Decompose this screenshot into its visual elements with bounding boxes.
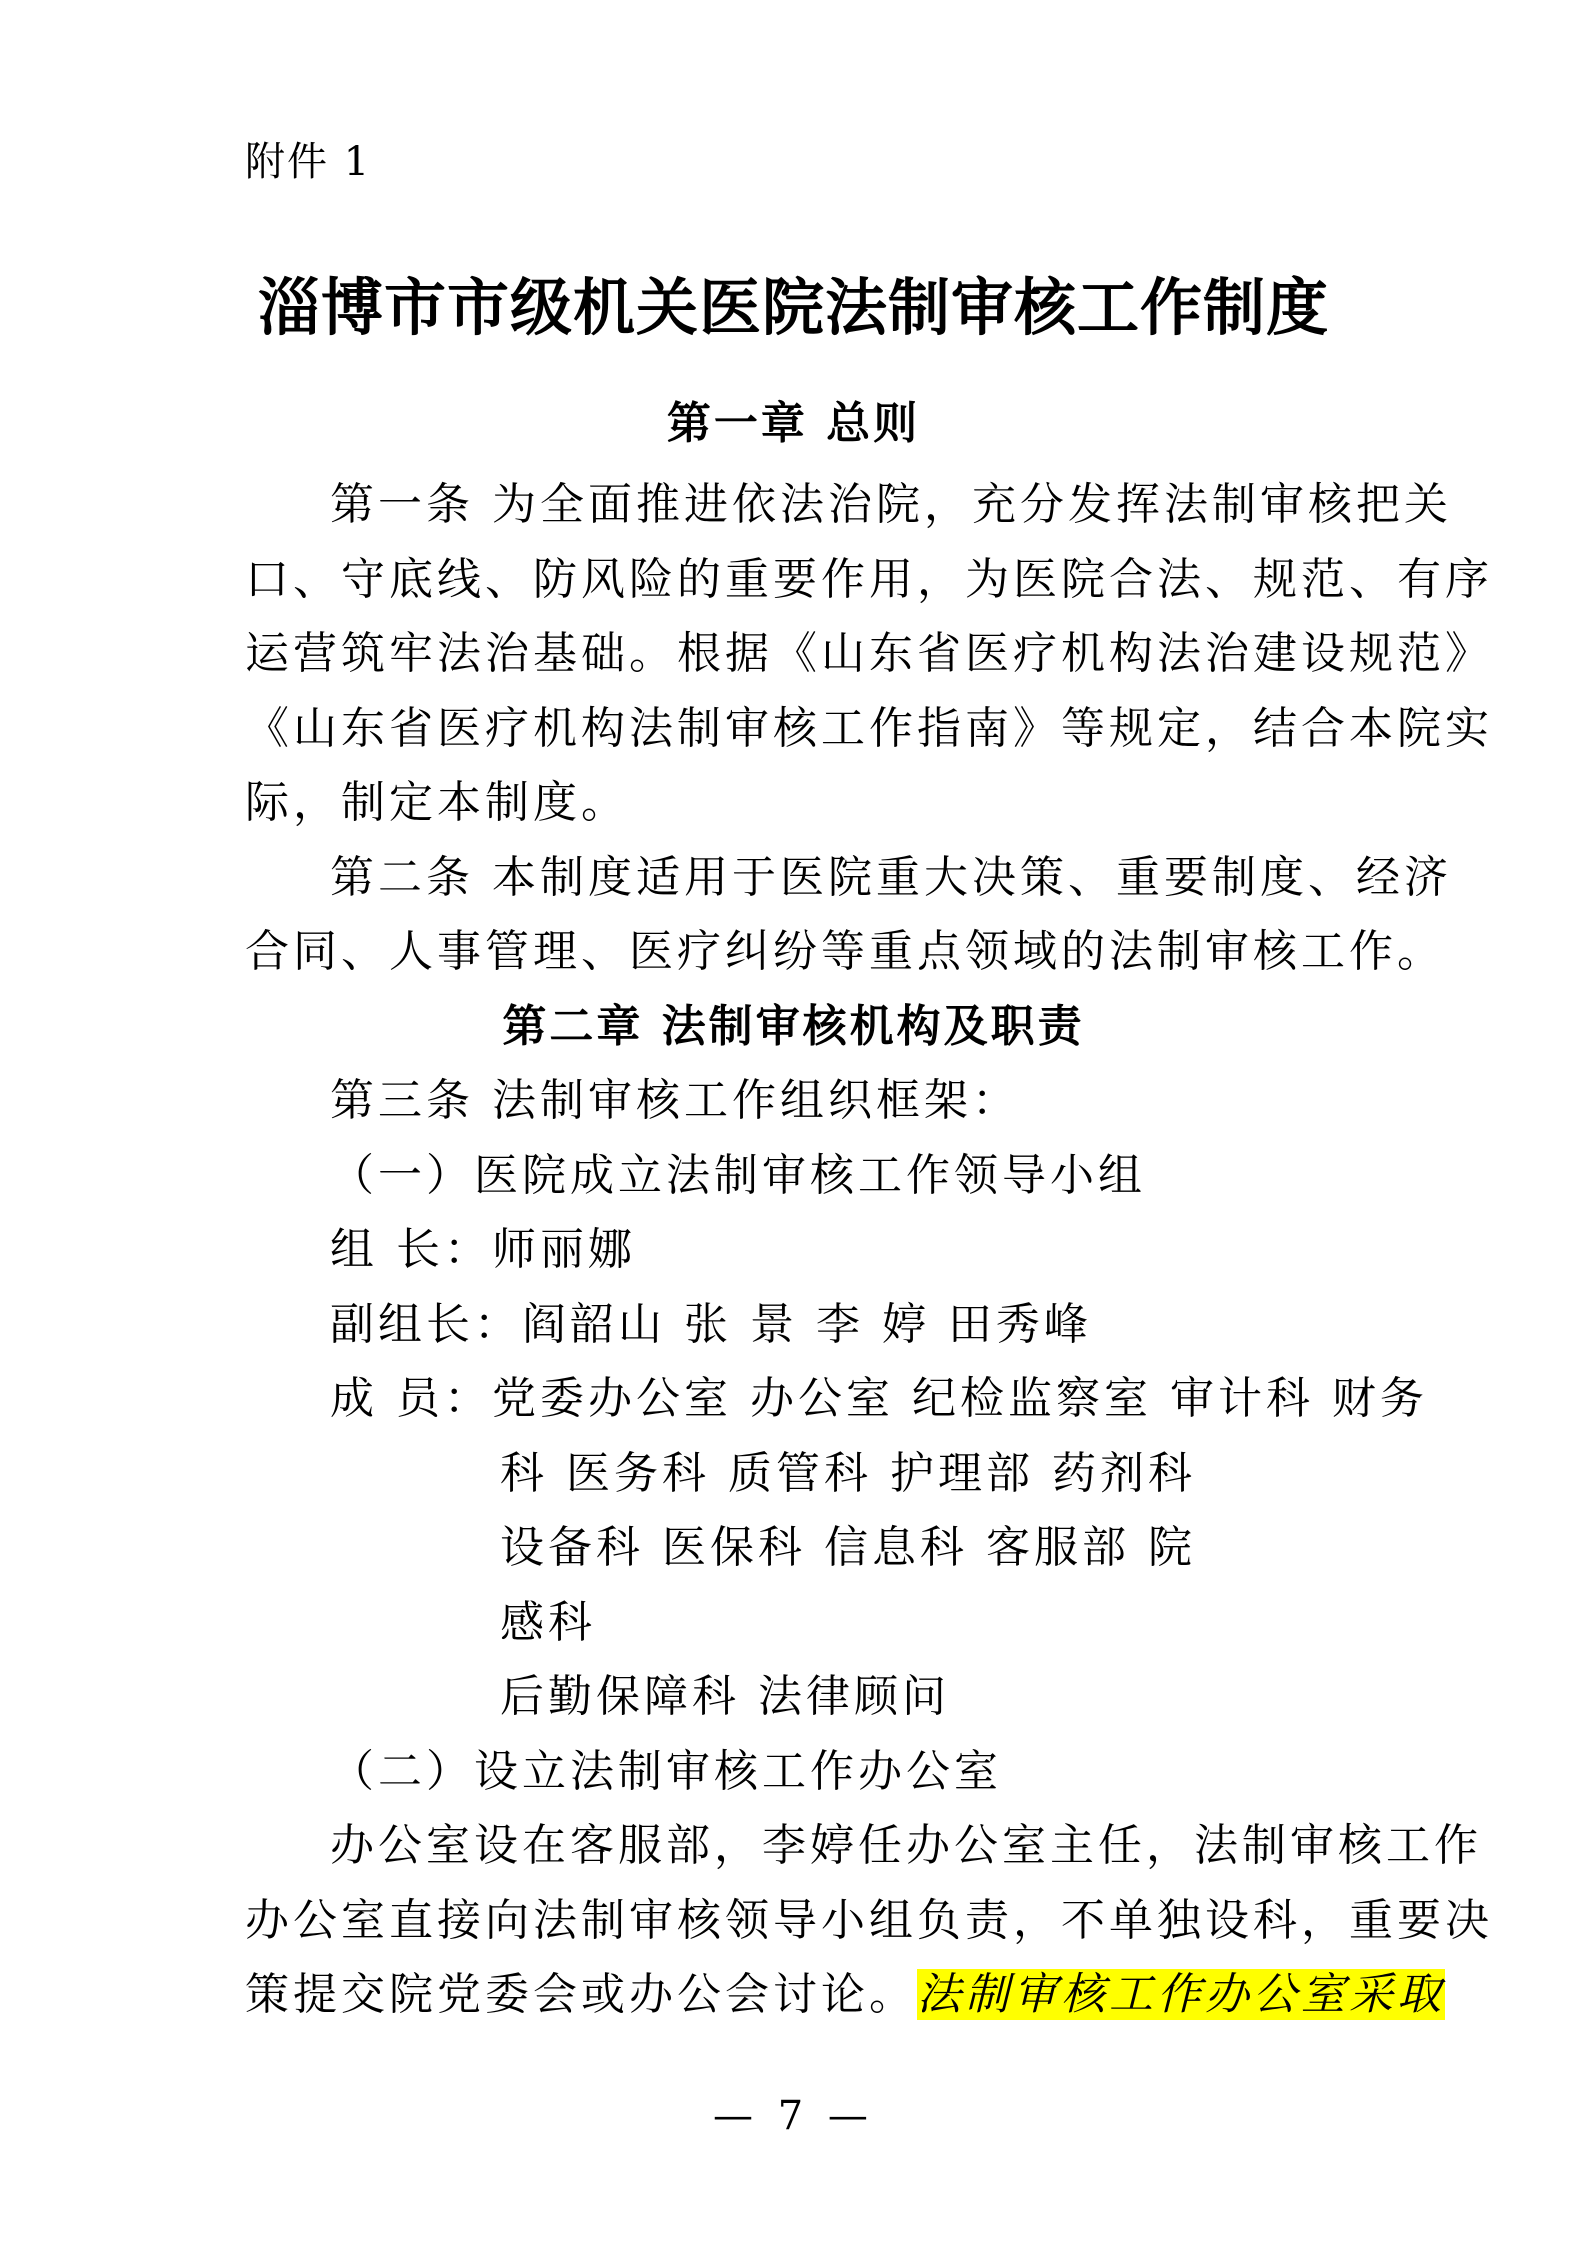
highlighted-text: 法制审核工作办公室采取 — [917, 1969, 1445, 2020]
office-line-2: 办公室直接向法制审核领导小组负责，不单独设科，重要决 — [245, 1895, 1493, 1946]
office-line-3-text: 策提交院党委会或办公会讨论。 — [245, 1969, 917, 2020]
article-2-line-1: 第二条 本制度适用于医院重大决策、重要制度、经济 — [330, 852, 1452, 903]
office-line-3 — [245, 1965, 1445, 2025]
office-line-1: 办公室设在客服部，李婷任办公室主任，法制审核工作 — [330, 1820, 1482, 1871]
section-1-heading: （一）医院成立法制审核工作领导小组 — [330, 1150, 1146, 1201]
chapter-2-heading: 第二章 法制审核机构及职责 — [502, 1001, 1085, 1052]
article-2-line-2: 合同、人事管理、医疗纠纷等重点领域的法制审核工作。 — [245, 926, 1445, 977]
members-line-2: 科 医务科 质管科 护理部 药剂科 — [500, 1448, 1196, 1499]
attachment-label: 附件 1 — [245, 139, 372, 185]
article-1-line-2: 口、守底线、防风险的重要作用，为医院合法、规范、有序 — [245, 554, 1493, 605]
article-1-line-3: 运营筑牢法治基础。根据《山东省医疗机构法治建设规范》 — [245, 628, 1493, 679]
article-1-line-5: 际，制定本制度。 — [245, 777, 629, 828]
document-title: 淄博市市级机关医院法制审核工作制度 — [257, 271, 1329, 344]
members-line-3: 设备科 医保科 信息科 客服部 院 — [500, 1522, 1196, 1573]
members-line-5: 后勤保障科 法律顾问 — [500, 1671, 950, 1722]
article-1-line-4: 《山东省医疗机构法制审核工作指南》等规定，结合本院实 — [245, 703, 1493, 754]
group-deputies: 副组长：阎韶山 张 景 李 婷 田秀峰 — [330, 1299, 1092, 1350]
article-3-line: 第三条 法制审核工作组织框架： — [330, 1075, 1020, 1126]
chapter-1-heading: 第一章 总则 — [666, 398, 921, 449]
members-line-4: 感科 — [500, 1597, 596, 1648]
members-line-1: 成 员：党委办公室 办公室 纪检监察室 审计科 财务 — [330, 1373, 1428, 1424]
group-leader: 组 长：师丽娜 — [330, 1224, 636, 1275]
page-number: — 7 — — [713, 2093, 874, 2139]
section-2-heading: （二）设立法制审核工作办公室 — [330, 1746, 1002, 1797]
article-1-line-1: 第一条 为全面推进依法治院，充分发挥法制审核把关 — [330, 479, 1452, 530]
